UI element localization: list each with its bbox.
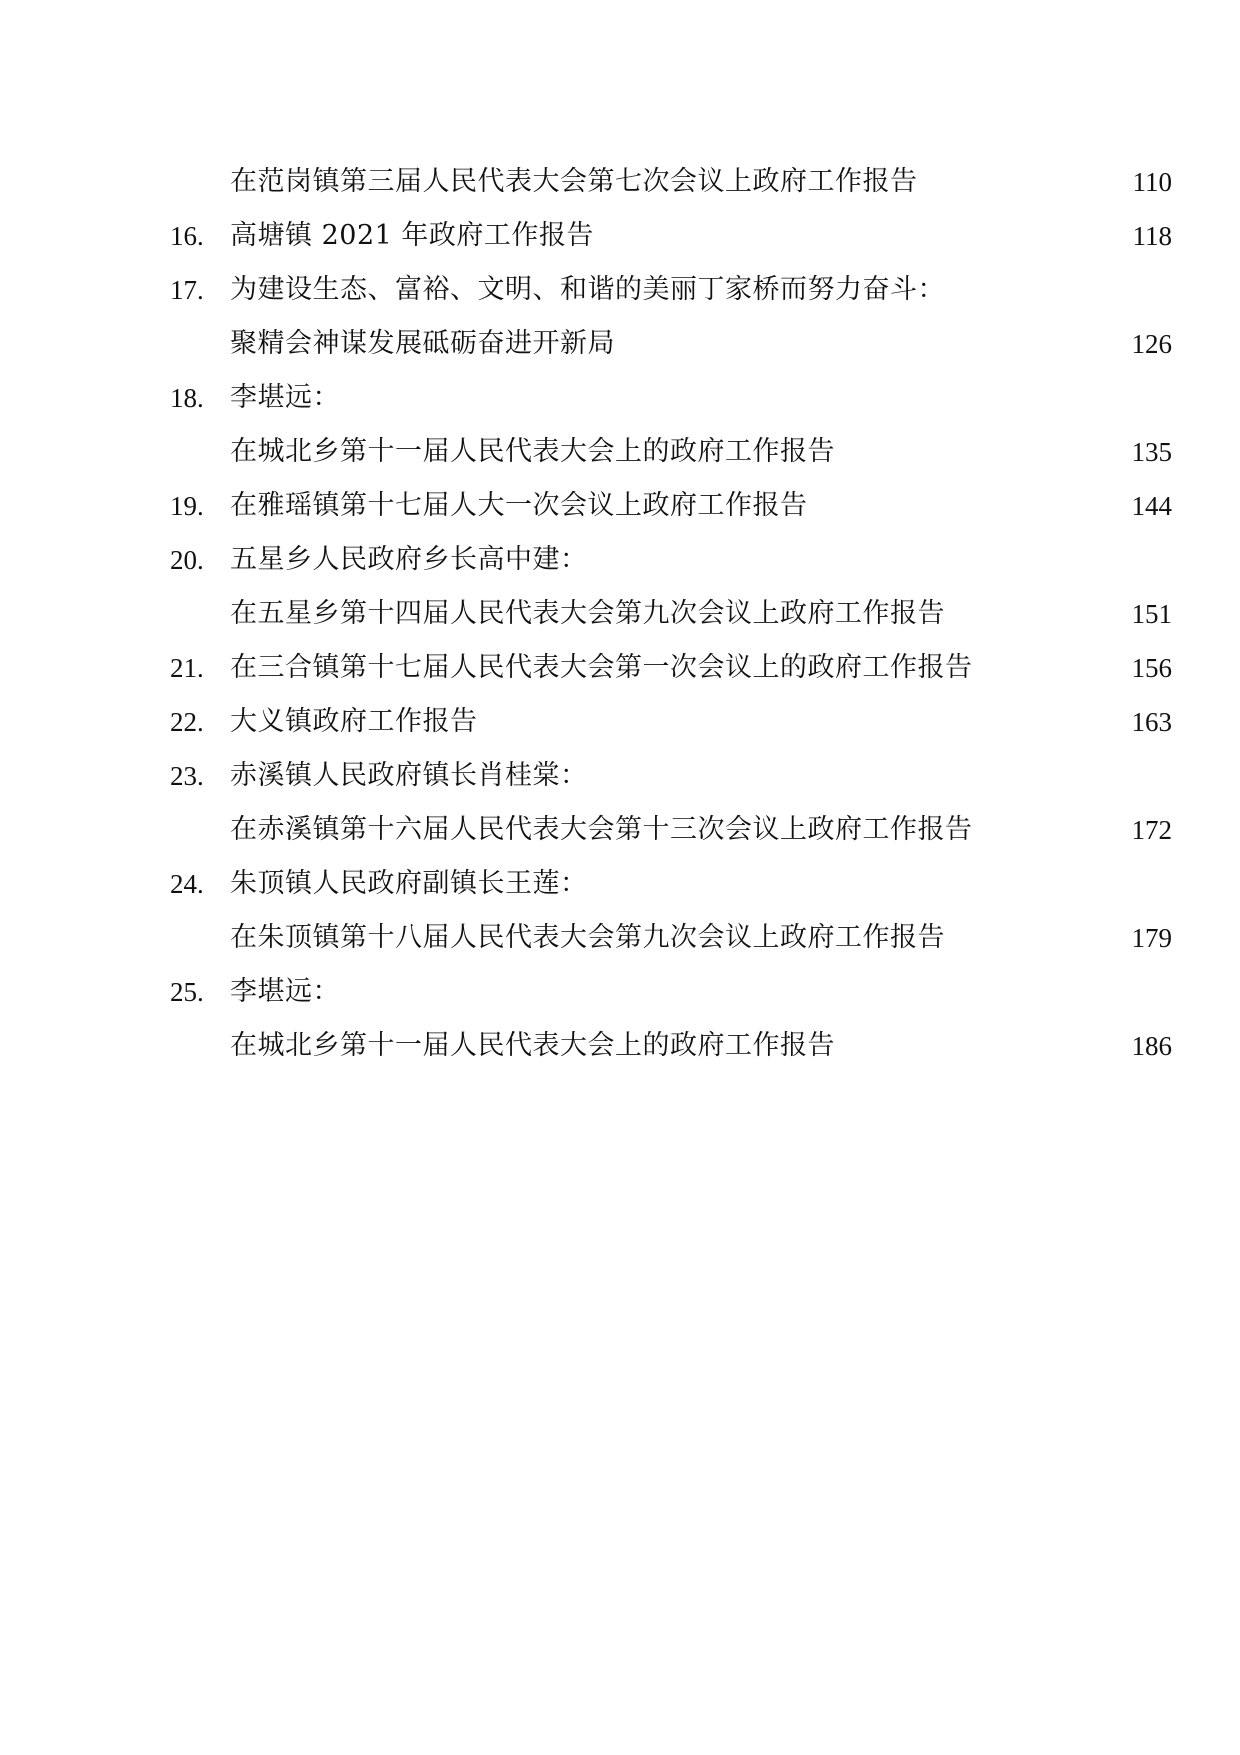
toc-title: 在城北乡第十一届人民代表大会上的政府工作报告 (230, 1030, 835, 1061)
toc-number: 17. (170, 275, 204, 305)
toc-number: 19. (170, 491, 204, 521)
toc-title: 在三合镇第十七届人民代表大会第一次会议上的政府工作报告 (230, 652, 973, 683)
toc-title: 在范岗镇第三届人民代表大会第七次会议上政府工作报告 (230, 166, 918, 197)
toc-line[interactable] (0, 587, 1240, 641)
toc-number: 23. (170, 761, 204, 791)
toc-line[interactable] (0, 911, 1240, 965)
table-of-contents (0, 155, 1240, 1073)
toc-line[interactable] (0, 533, 1240, 587)
toc-title: 李堪远： (230, 976, 340, 1007)
toc-number: 24. (170, 869, 204, 899)
toc-title: 五星乡人民政府乡长高中建： (230, 544, 588, 575)
toc-number: 25. (170, 977, 204, 1007)
toc-line[interactable] (0, 425, 1240, 479)
toc-title: 大义镇政府工作报告 (230, 706, 478, 737)
toc-page-number: 156 (1131, 653, 1172, 683)
toc-number: 16. (170, 221, 204, 251)
toc-line[interactable] (0, 263, 1240, 317)
toc-title: 李堪远： (230, 382, 340, 413)
toc-number: 21. (170, 653, 204, 683)
toc-title: 赤溪镇人民政府镇长肖桂棠： (230, 760, 588, 791)
toc-line[interactable] (0, 155, 1240, 209)
toc-page-number: 126 (1131, 329, 1172, 359)
toc-title: 高塘镇 2021 年政府工作报告 (230, 220, 594, 251)
toc-number: 18. (170, 383, 204, 413)
toc-page-number: 110 (1132, 167, 1172, 197)
toc-title: 在城北乡第十一届人民代表大会上的政府工作报告 (230, 436, 835, 467)
toc-title: 聚精会神谋发展砥砺奋进开新局 (230, 328, 615, 359)
toc-title: 在五星乡第十四届人民代表大会第九次会议上政府工作报告 (230, 598, 945, 629)
toc-line[interactable] (0, 479, 1240, 533)
toc-line[interactable] (0, 803, 1240, 857)
toc-page-number: 144 (1131, 491, 1172, 521)
toc-line[interactable] (0, 749, 1240, 803)
toc-page-number: 118 (1132, 221, 1172, 251)
toc-page-number: 135 (1131, 437, 1172, 467)
toc-title: 在赤溪镇第十六届人民代表大会第十三次会议上政府工作报告 (230, 814, 973, 845)
toc-line[interactable] (0, 371, 1240, 425)
toc-title: 朱顶镇人民政府副镇长王莲： (230, 868, 588, 899)
toc-page-number: 172 (1131, 815, 1172, 845)
toc-line[interactable] (0, 1019, 1240, 1073)
toc-title: 在雅瑶镇第十七届人大一次会议上政府工作报告 (230, 490, 808, 521)
toc-line[interactable] (0, 317, 1240, 371)
toc-page-number: 163 (1131, 707, 1172, 737)
toc-number: 20. (170, 545, 204, 575)
toc-line[interactable] (0, 641, 1240, 695)
toc-number: 22. (170, 707, 204, 737)
toc-title: 为建设生态、富裕、文明、和谐的美丽丁家桥而努力奋斗： (230, 274, 945, 305)
toc-page-number: 186 (1131, 1031, 1172, 1061)
toc-page-number: 151 (1131, 599, 1172, 629)
toc-line[interactable] (0, 965, 1240, 1019)
toc-line[interactable] (0, 695, 1240, 749)
toc-title: 在朱顶镇第十八届人民代表大会第九次会议上政府工作报告 (230, 922, 945, 953)
toc-line[interactable] (0, 209, 1240, 263)
toc-line[interactable] (0, 857, 1240, 911)
toc-page-number: 179 (1131, 923, 1172, 953)
